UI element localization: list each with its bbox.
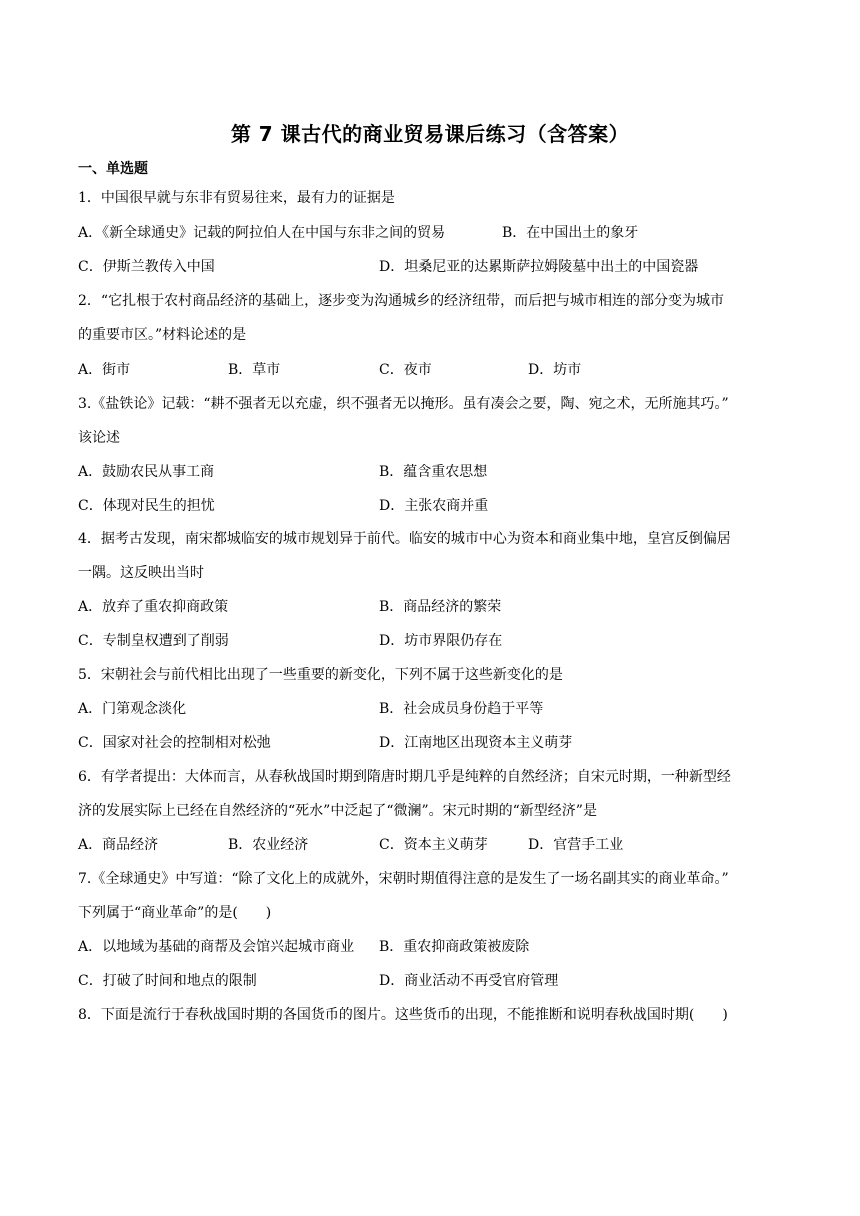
question-2-option-b: B．草市 xyxy=(228,362,281,378)
question-8-stem: 8．下面是流行于春秋战国时期的各国货币的图片。这些货币的出现，不能推断和说明春秋战国时期( ) xyxy=(78,1007,728,1023)
question-6-option-b: B．农业经济 xyxy=(228,837,309,853)
question-7-stem-line-1: 7.《全球通史》中写道：“除了文化上的成就外，宋朝时期值得注意的是发生了一场名副其实的商业革命。” xyxy=(78,871,729,887)
question-1-option-d: D．坦桑尼亚的达累斯萨拉姆陵墓中出土的中国瓷器 xyxy=(379,259,699,275)
question-5-option-c: C．国家对社会的控制相对松弛 xyxy=(78,735,271,751)
question-4-option-a: A．放弃了重农抑商政策 xyxy=(78,599,229,615)
question-6-option-a: A．商品经济 xyxy=(78,837,159,853)
question-5-option-a: A．门第观念淡化 xyxy=(78,701,187,717)
question-7-stem-line-2: 下列属于“商业革命”的是( ) xyxy=(78,905,272,921)
question-1-option-a: A．《新全球通史》记载的阿拉伯人在中国与东非之间的贸易 xyxy=(78,225,446,241)
question-3-option-b: B．蕴含重农思想 xyxy=(379,464,488,480)
question-4-stem-line-1: 4．据考古发现，南宋都城临安的城市规划异于前代。临安的城市中心为资本和商业集中地，皇宫反倒偏居 xyxy=(78,531,731,547)
section-heading: 一、单选题 xyxy=(78,161,148,177)
question-6-option-d: D．官营手工业 xyxy=(528,837,624,853)
question-4-option-c: C．专制皇权遭到了削弱 xyxy=(78,633,229,649)
question-5-option-b: B．社会成员身份趋于平等 xyxy=(379,701,544,717)
question-2-stem-line-2: 的重要市区。”材料论述的是 xyxy=(78,327,247,343)
question-5-stem: 5．宋朝社会与前代相比出现了一些重要的新变化，下列不属于这些新变化的是 xyxy=(78,667,563,683)
question-3-stem-line-2: 该论述 xyxy=(78,430,120,446)
question-5-option-d: D．江南地区出现资本主义萌芽 xyxy=(379,735,573,751)
question-6-stem-line-2: 济的发展实际上已经在自然经济的“死水”中泛起了“微澜”。宋元时期的“新型经济”是 xyxy=(78,803,597,819)
question-3-option-d: D．主张农商并重 xyxy=(379,498,489,514)
question-1-option-b: B．在中国出土的象牙 xyxy=(502,225,639,241)
question-3-option-c: C．体现对民生的担忧 xyxy=(78,498,215,514)
question-7-option-a: A．以地域为基础的商帮及会馆兴起城市商业 xyxy=(78,939,355,955)
question-1-stem: 1．中国很早就与东非有贸易往来，最有力的证据是 xyxy=(78,190,395,206)
page-title: 第 7 课古代的商业贸易课后练习（含答案） xyxy=(230,122,630,146)
question-4-stem-line-2: 一隅。这反映出当时 xyxy=(78,565,204,581)
question-7-option-b: B．重农抑商政策被废除 xyxy=(379,939,530,955)
question-4-option-d: D．坊市界限仍存在 xyxy=(379,633,503,649)
question-6-option-c: C．资本主义萌芽 xyxy=(379,837,488,853)
question-2-option-d: D．坊市 xyxy=(528,362,582,378)
question-2-option-a: A．街市 xyxy=(78,362,131,378)
question-3-option-a: A．鼓励农民从事工商 xyxy=(78,464,215,480)
question-7-option-d: D．商业活动不再受官府管理 xyxy=(379,973,559,989)
question-6-stem-line-1: 6．有学者提出：大体而言，从春秋战国时期到隋唐时期几乎是纯粹的自然经济；自宋元时期，一种新型经 xyxy=(78,769,731,785)
question-2-stem-line-1: 2．“它扎根于农村商品经济的基础上，逐步变为沟通城乡的经济纽带，而后把与城市相连的部分变为城市 xyxy=(78,293,725,309)
question-7-option-c: C．打破了时间和地点的限制 xyxy=(78,973,257,989)
question-2-option-c: C．夜市 xyxy=(379,362,432,378)
question-3-stem-line-1: 3.《盐铁论》记载：“耕不强者无以充虚，织不强者无以掩形。虽有凑会之要，陶、宛之术，无所施其巧。” xyxy=(78,396,729,412)
question-4-option-b: B．商品经济的繁荣 xyxy=(379,599,502,615)
question-1-option-c: C．伊斯兰教传入中国 xyxy=(78,259,215,275)
